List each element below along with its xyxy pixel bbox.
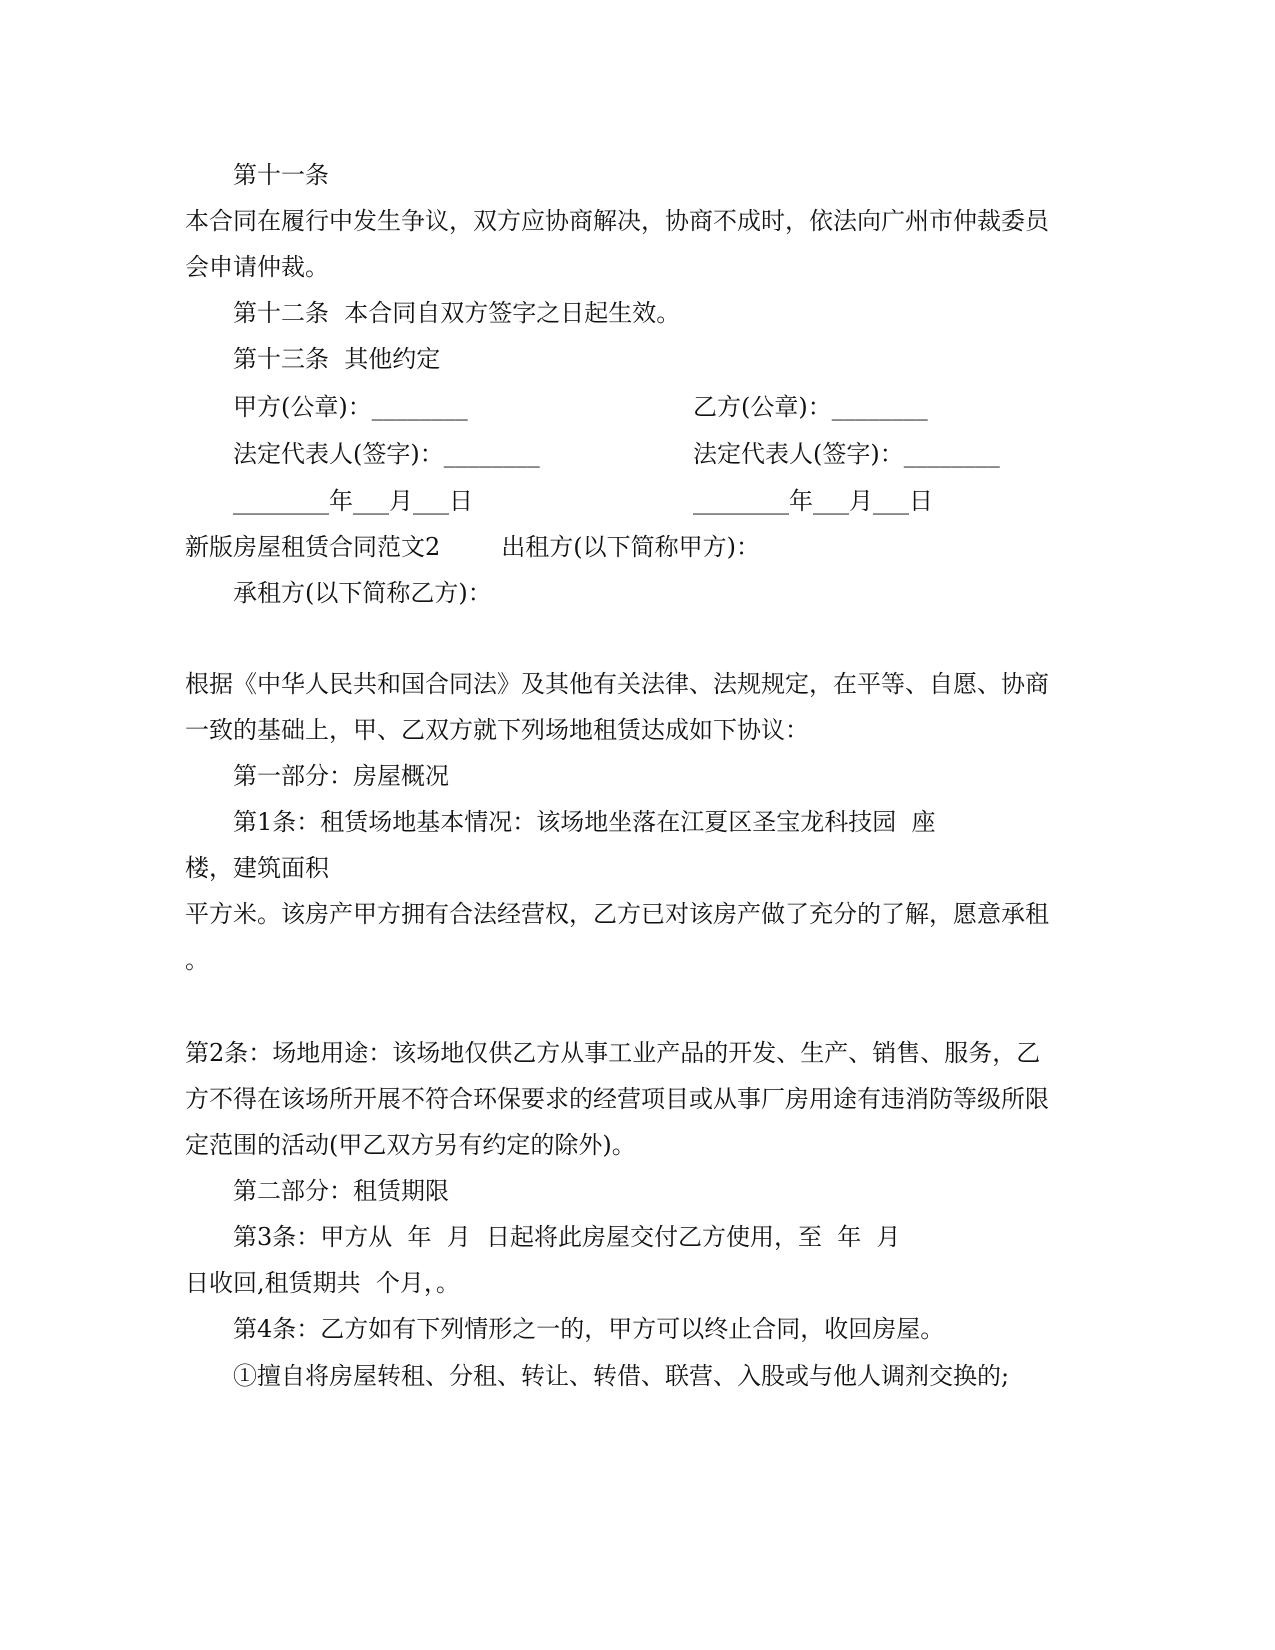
- article-1-cont-3: 。: [185, 946, 209, 974]
- article-3-cont: 日收回,租赁期共 个月，。: [185, 1269, 460, 1297]
- basis-paragraph-cont: 一致的基础上，甲、乙双方就下列场地租赁达成如下协议：: [185, 716, 809, 744]
- article-2-cont: 方不得在该场所开展不符合环保要求的经营项目或从事厂房用途有违消防等级所限: [185, 1085, 1049, 1113]
- lessee-line: 承租方(以下简称乙方)：: [233, 579, 492, 607]
- article-1-cont-2: 平方米。该房产甲方拥有合法经营权，乙方已对该房产做了充分的了解，愿意承租: [185, 900, 1049, 928]
- party-b-representative: 法定代表人(签字)：________: [693, 440, 1000, 468]
- article-11-title: 第十一条: [233, 161, 329, 189]
- party-b-seal: 乙方(公章)：________: [693, 393, 928, 421]
- second-contract-title: 新版房屋租赁合同范文2 出租方(以下简称甲方)：: [185, 533, 761, 561]
- article-4-item-1: ①擅自将房屋转租、分租、转让、转借、联营、入股或与他人调剂交换的;: [233, 1362, 1010, 1390]
- basis-paragraph: 根据《中华人民共和国合同法》及其他有关法律、法规规定，在平等、自愿、协商: [185, 670, 1049, 698]
- article-3: 第3条：甲方从 年 月 日起将此房屋交付乙方使用，至 年 月: [233, 1223, 901, 1251]
- article-13: 第十三条 其他约定: [233, 345, 441, 373]
- article-12: 第十二条 本合同自双方签字之日起生效。: [233, 299, 681, 327]
- article-2-cont-2: 定范围的活动(甲乙双方另有约定的除外)。: [185, 1131, 636, 1159]
- article-4: 第4条：乙方如有下列情形之一的，甲方可以终止合同，收回房屋。: [233, 1315, 945, 1343]
- part-2-title: 第二部分：租赁期限: [233, 1177, 449, 1205]
- article-1-cont: 楼，建筑面积: [185, 854, 329, 882]
- part-1-title: 第一部分：房屋概况: [233, 762, 449, 790]
- party-a-representative: 法定代表人(签字)：________: [233, 440, 540, 468]
- party-b-date: ________年___月___日: [693, 487, 933, 515]
- article-2: 第2条：场地用途：该场地仅供乙方从事工业产品的开发、生产、销售、服务，乙: [185, 1039, 1041, 1067]
- article-11-text: 本合同在履行中发生争议，双方应协商解决，协商不成时，依法向广州市仲裁委员: [185, 207, 1049, 235]
- article-1: 第1条：租赁场地基本情况：该场地坐落在江夏区圣宝龙科技园 座: [233, 808, 936, 836]
- party-a-seal: 甲方(公章)：________: [233, 393, 468, 421]
- article-11-text-cont: 会申请仲裁。: [185, 253, 329, 281]
- party-a-date: ________年___月___日: [233, 487, 473, 515]
